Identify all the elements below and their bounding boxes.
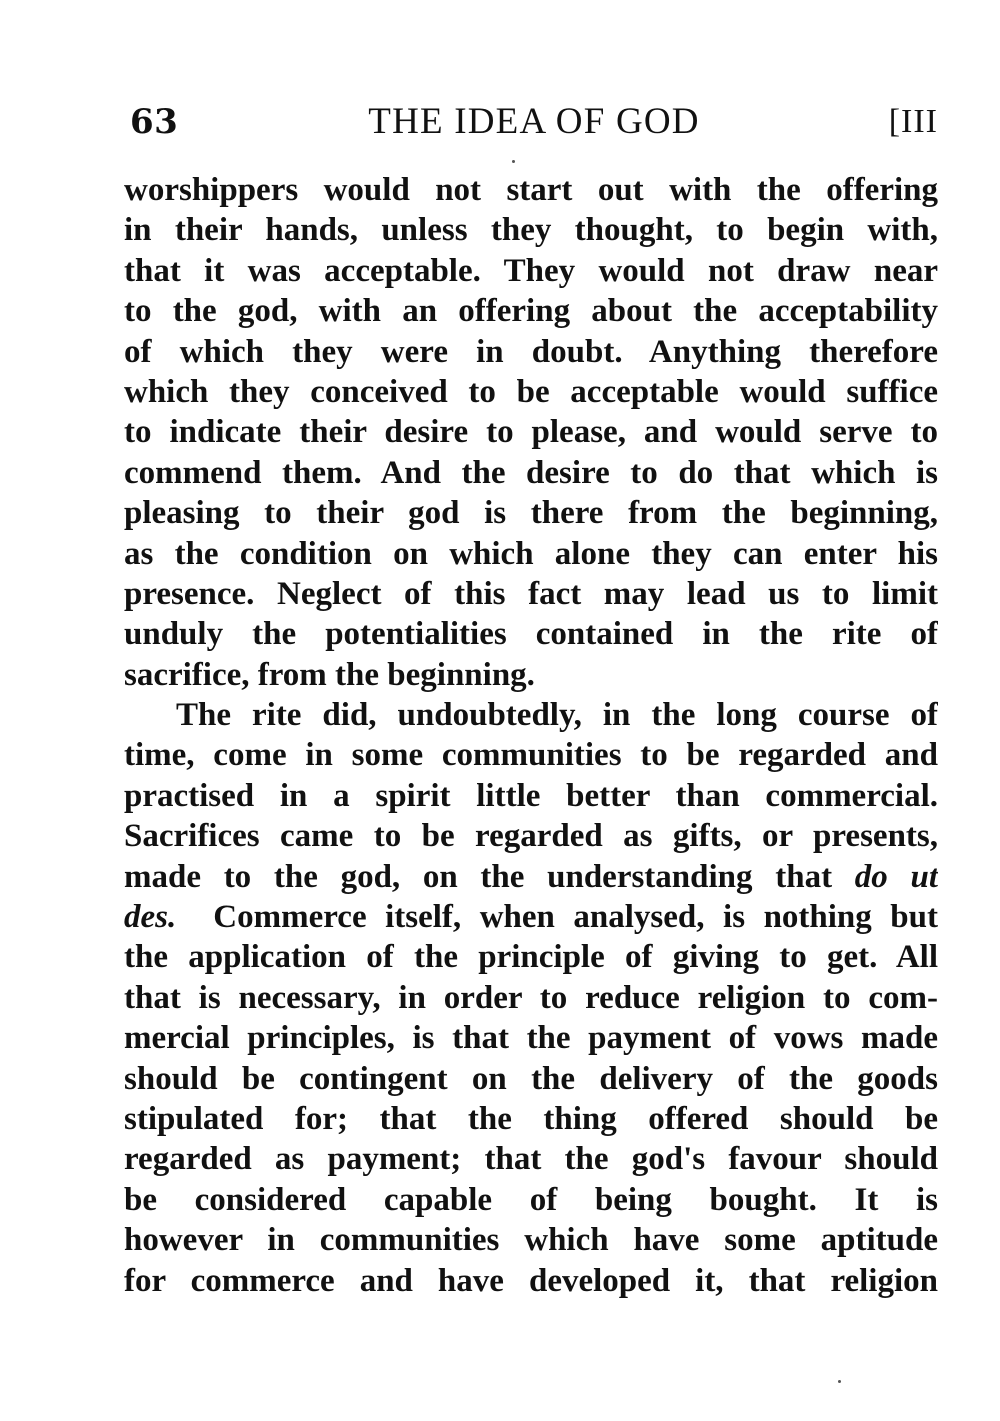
text-line: of which they were in doubt. Anything therefore bbox=[124, 333, 938, 370]
text-line-with-latin bbox=[124, 897, 938, 937]
text-line: should be contingent on the delivery of the goods bbox=[124, 1060, 938, 1097]
text-line: mercial principles, is that the payment of vows made bbox=[124, 1020, 938, 1057]
running-title: THE IDEA OF GOD bbox=[368, 101, 700, 142]
paragraph-end-line: sacrifice, from the beginning. bbox=[124, 656, 535, 693]
text-line: however in communities which have some aptitude bbox=[124, 1222, 938, 1259]
paragraph-start-line: The rite did, undoubtedly, in the long course of bbox=[176, 697, 938, 734]
text-line: time, come in some communities to be regarded and bbox=[124, 737, 938, 774]
text-line-with-latin bbox=[124, 857, 938, 897]
text-line: that it was acceptable. They would not draw near bbox=[124, 252, 938, 289]
latin-phrase: do ut bbox=[854, 858, 938, 895]
text-line: to indicate their desire to please, and would serve to bbox=[124, 414, 938, 451]
text-line: as the condition on which alone they can enter his bbox=[124, 535, 938, 572]
text-fragment: made to the god, on the understanding that bbox=[124, 858, 833, 895]
text-line: stipulated for; that the thing offered should be bbox=[124, 1100, 938, 1137]
text-line: be considered capable of being bought. It is bbox=[124, 1181, 938, 1218]
text-line: worshippers would not start out with the offering bbox=[124, 172, 938, 208]
body-text bbox=[124, 170, 938, 1301]
text-line: that is necessary, in order to reduce religion to com- bbox=[124, 979, 938, 1016]
text-line: practised in a spirit little better than commercial. bbox=[124, 777, 938, 814]
text-line: in their hands, unless they thought, to begin with, bbox=[124, 212, 938, 249]
text-fragment: Commerce itself, when analysed, is nothing but bbox=[213, 899, 938, 936]
chapter-marker: [III bbox=[888, 103, 938, 140]
text-line: Sacrifices came to be regarded as gifts, or presents, bbox=[124, 818, 938, 855]
text-line: regarded as payment; that the god's favour should bbox=[124, 1141, 938, 1178]
scan-speck bbox=[512, 160, 515, 163]
text-line: unduly the potentialities contained in the rite of bbox=[124, 616, 938, 653]
scan-speck bbox=[838, 1380, 841, 1383]
running-head bbox=[130, 102, 938, 142]
text-line: presence. Neglect of this fact may lead us to limit bbox=[124, 575, 938, 612]
text-line: commend them. And the desire to do that which is bbox=[124, 454, 938, 491]
text-line: to the god, with an offering about the acceptability bbox=[124, 293, 938, 330]
text-line: pleasing to their god is there from the beginning, bbox=[124, 495, 938, 532]
text-line: which they conceived to be acceptable would suffice bbox=[124, 373, 938, 410]
text-line: the application of the principle of giving to get. All bbox=[124, 939, 938, 976]
text-line: for commerce and have developed it, that religion bbox=[124, 1262, 938, 1299]
page-number: 63 bbox=[130, 102, 179, 142]
latin-phrase: des. bbox=[124, 899, 177, 936]
